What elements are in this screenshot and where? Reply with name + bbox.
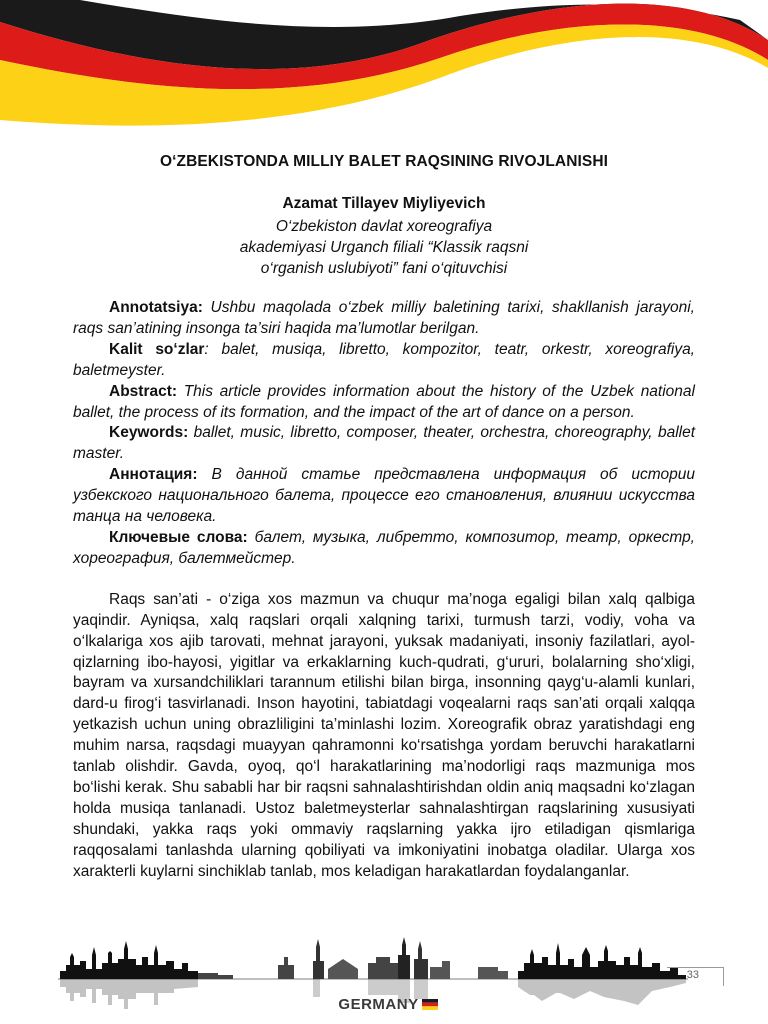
keywords-ru xyxy=(73,528,695,570)
page-number: 33 xyxy=(686,969,699,981)
author-name: Azamat Tillayev Miyliyevich xyxy=(282,195,486,212)
abstract-en xyxy=(73,382,695,424)
affiliation-line: akademiyasi Urganch filiali “Klassik raqsni xyxy=(239,239,529,256)
keywords-uz xyxy=(73,340,695,382)
keywords-en-label: Keywords: xyxy=(109,424,189,442)
page-number-box xyxy=(667,967,724,986)
annotation-uz-text: Ushbu maqolada o‘zbek milliy baletining tarixi, shakllanish jarayoni, raqs san’atining insonga ta’siri haqida ma’lumotlar berilgan. xyxy=(73,299,695,337)
body-text xyxy=(73,590,695,883)
keywords-ru-label: Ключевые слова: xyxy=(109,528,248,546)
affiliation-line: O‘zbekiston davlat xoreografiya xyxy=(275,218,493,235)
paper-content xyxy=(73,150,695,882)
paper-title: O‘ZBEKISTONDA MILLIY BALET RAQSINING RIVOJLANISHI xyxy=(159,153,609,170)
german-flag-icon xyxy=(422,999,438,1010)
keywords-en xyxy=(73,423,695,465)
keywords-uz-label: Kalit so‘zlar xyxy=(109,340,205,358)
flag-wave-banner xyxy=(0,0,768,150)
keywords-ru-text: балет, музыка, либретто, композитор, театр, оркестр, хореография, балетмейстер. xyxy=(73,528,695,567)
annotation-ru xyxy=(73,465,695,528)
abstract-en-text: This article provides information about the history of the Uzbek national ballet, the process of its formation, and the impact of the art of dance on a person. xyxy=(73,382,695,421)
annotation-uz-label: Annotatsiya: xyxy=(109,299,203,316)
author-affiliation xyxy=(73,216,695,279)
keywords-uz-text: : balet, musiqa, libretto, kompozitor, teatr, orkestr, xoreografiya, baletmeyster. xyxy=(73,340,695,379)
abstracts-block xyxy=(73,298,695,570)
keywords-en-text: ballet, music, libretto, composer, theater, orchestra, choreography, ballet master. xyxy=(73,424,696,463)
annotation-ru-label: Аннотация: xyxy=(109,466,198,484)
germany-brand xyxy=(308,993,468,1015)
annotation-ru-text: В данной статье представлена информация об истории узбекского национального балета, процессе его становления, влиянии искусства танца на человека. xyxy=(73,466,696,526)
body-paragraph: Raqs san’ati - o‘ziga xos mazmun va chuqur ma’noga egaligi bilan xalq qalbiga yaqindir. Ayniqsa, xalq raqslari orqali xalqning tarixi, turmush tarzi, vodiy, voha va o‘lkalariga xos ajib tarovati, mehnat jarayoni, yuksak madaniyati, insoniy fazilatlari, ayol-qizlarning ibo-hayosi, yigitlar va erkaklarning kuch-qudrati, g‘ururi, bolalarning sho‘xligi, bayram va xursandchiliklari tarannum etilishi bilan birga, insonning qayg‘u-alamli kunlari, dard-u firog‘i tasvirlanadi. Inson hayotini, tabiatdagi voqealarni raqs san’ati orqali xalqqa yetkazish uchun uning obrazliligini ta’minlashi lozim. Xoreografik obraz yaratishdagi eng muhim narsa, raqsdagi muayyan qahramonni ko‘rsatishga yordam beruvchi harakatlarni tanlab olishdir. Gavda, oyoq, qo‘l harakatlarining ma’nodorligi raqs mazmuniga mos bo‘lishi kerak. Shu sababli har bir raqsni sahnalashtirishdan oldin aniq maqsadni ko‘zlagan holda musiqa tanlanadi. Ustoz baletmeysterlar sahnalashtirgan raqslarining xususiyati shundaki, yakka raqs yoki ommaviy raqslarning yakka ijro etiladigan qismlariga raqqosalami tanlashda ularning qobiliyati va imkoniyatini inobatga oladilar. Ularga xos xarakterli kuylarni sinchiklab tanlab, mos keladigan harakatlardan foydalanganlar. xyxy=(73,590,695,880)
abstract-en-label: Abstract: xyxy=(109,382,178,400)
affiliation-line: o‘rganish uslubiyoti” fani o‘qituvchisi xyxy=(260,260,508,277)
annotation-uz xyxy=(73,298,695,340)
germany-brand-text: GERMANY xyxy=(338,995,419,1013)
